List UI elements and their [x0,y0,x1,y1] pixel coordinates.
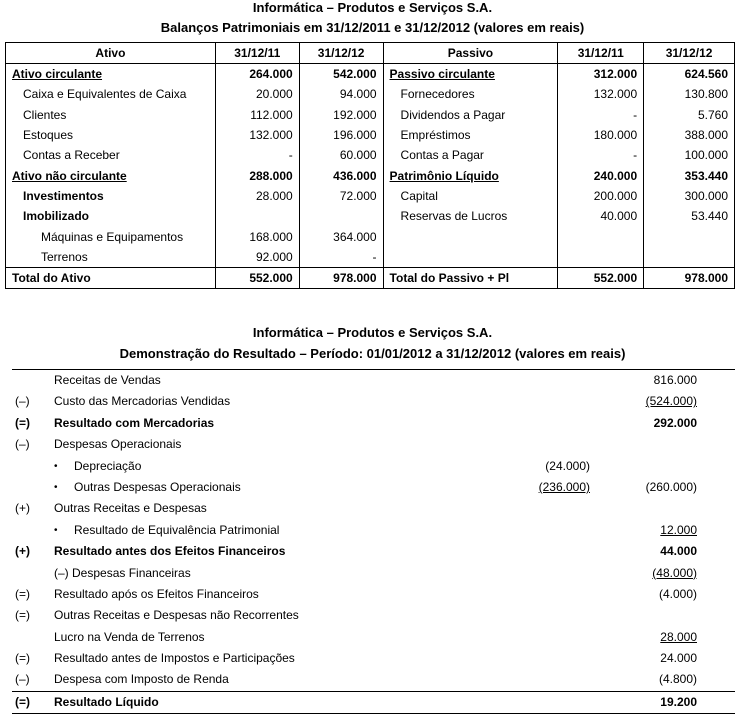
income-label: Resultado Líquido [54,694,159,709]
income-row [12,456,735,477]
income-row [12,691,735,714]
income-row [12,370,735,391]
ativo-value-2012: - [299,247,383,268]
income-label: Resultado antes dos Efeitos Financeiros [54,544,286,559]
income-total-value: (4.800) [658,672,697,687]
ativo-value-2011: 28.000 [215,186,299,206]
ativo-value-2012: 542.000 [299,64,383,85]
ativo-value-2012: 436.000 [299,165,383,185]
income-label: Outras Receitas e Despesas não Recorrentes [54,608,299,623]
income-label: Custo das Mercadorias Vendidas [54,394,231,409]
passivo-label: Contas a Pagar [383,145,558,165]
col-header-ativo: Ativo [6,43,216,64]
col-header-passivo-2012: 31/12/12 [644,43,735,64]
ativo-label: Imobilizado [6,206,216,226]
income-label: Lucro na Venda de Terrenos [54,629,205,644]
ativo-value-2012: 192.000 [299,105,383,125]
passivo-value-2012: 624.560 [644,64,735,85]
ativo-value-2011: 288.000 [215,165,299,185]
balance-sheet-title: Balanços Patrimoniais em 31/12/2011 e 31/12/2012 (valores em reais) [160,20,585,35]
bullet-icon: • [54,524,58,536]
bullet-icon: • [54,481,58,493]
income-row [12,498,735,519]
passivo-value-2011 [558,247,644,268]
operation-symbol: (=) [15,651,30,666]
passivo-value-2011: 200.000 [558,186,644,206]
balance-company-title: Informática – Produtos e Serviços S.A. [252,0,493,15]
ativo-value-2011: 132.000 [215,125,299,145]
operation-symbol: (=) [15,608,30,623]
passivo-value-2012 [644,226,735,246]
income-total-value: (4.000) [658,586,697,601]
income-row [12,391,735,412]
balance-row [6,247,735,268]
income-row [12,413,735,434]
operation-symbol: (=) [15,586,30,601]
passivo-value-2012: 53.440 [644,206,735,226]
income-total-value: 44.000 [660,544,697,559]
ativo-value-2011: - [215,145,299,165]
ativo-label: Estoques [6,125,216,145]
income-label: Resultado antes de Impostos e Participações [54,651,295,666]
bullet-icon: • [54,460,58,472]
income-statement [12,369,735,714]
operation-symbol: (–) [15,394,30,409]
income-label: Outras Receitas e Despesas [54,501,207,516]
passivo-value-2012: 353.440 [644,165,735,185]
passivo-value-2011: - [558,105,644,125]
income-total-value: (260.000) [645,479,697,494]
income-partial-value: (24.000) [545,458,590,473]
balance-row [6,145,735,165]
operation-symbol: (+) [15,501,30,516]
ativo-label: Investimentos [6,186,216,206]
balance-row [6,165,735,185]
ativo-label: Ativo circulante [6,64,216,85]
balance-row [6,186,735,206]
income-row [12,434,735,455]
total-ativo-2012: 978.000 [299,267,383,288]
col-header-ativo-2012: 31/12/12 [299,43,383,64]
passivo-label: Fornecedores [383,84,558,104]
income-row [12,541,735,562]
ativo-value-2011: 168.000 [215,226,299,246]
balance-row [6,206,735,226]
passivo-value-2012: 130.800 [644,84,735,104]
passivo-value-2012: 300.000 [644,186,735,206]
income-label: Receitas de Vendas [54,373,161,387]
balance-row [6,84,735,104]
passivo-label: Reservas de Lucros [383,206,558,226]
balance-row [6,125,735,145]
income-row [12,669,735,690]
passivo-value-2011: 180.000 [558,125,644,145]
income-label: Despesas Operacionais [54,437,182,452]
income-total-value: 28.000 [660,629,697,644]
passivo-label: Capital [383,186,558,206]
income-row [12,477,735,498]
passivo-value-2012: 100.000 [644,145,735,165]
passivo-label: Passivo circulante [383,64,558,85]
passivo-label [383,226,558,246]
total-passivo-2012: 978.000 [644,267,735,288]
income-label: Resultado de Equivalência Patrimonial [74,522,280,537]
passivo-value-2011: - [558,145,644,165]
passivo-label: Empréstimos [383,125,558,145]
passivo-label: Patrimônio Líquido [383,165,558,185]
passivo-value-2011 [558,226,644,246]
balance-header-row [6,43,735,64]
ativo-value-2012 [299,206,383,226]
balance-row [6,64,735,85]
ativo-value-2011: 112.000 [215,105,299,125]
ativo-value-2011: 92.000 [215,247,299,268]
income-label: (–) Despesas Financeiras [54,565,191,580]
ativo-value-2012: 94.000 [299,84,383,104]
income-label: Resultado após os Efeitos Financeiros [54,586,259,601]
income-row [12,605,735,626]
income-total-value: 19.200 [660,694,697,709]
ativo-label: Ativo não circulante [6,165,216,185]
total-passivo-label: Total do Passivo + Pl [383,267,558,288]
ativo-value-2011: 20.000 [215,84,299,104]
total-passivo-2011: 552.000 [558,267,644,288]
income-total-value: 816.000 [653,373,697,387]
income-row [12,563,735,584]
operation-symbol: (–) [15,672,30,687]
total-ativo-label: Total do Ativo [6,267,216,288]
balance-row [6,105,735,125]
ativo-value-2012: 364.000 [299,226,383,246]
income-label: Depreciação [74,458,142,473]
operation-symbol: (=) [15,694,30,709]
income-row [12,520,735,541]
col-header-passivo-2011: 31/12/11 [558,43,644,64]
operation-symbol: (=) [15,415,30,430]
passivo-value-2012: 5.760 [644,105,735,125]
income-label: Outras Despesas Operacionais [74,479,241,494]
passivo-value-2011: 132.000 [558,84,644,104]
balance-row [6,226,735,246]
col-header-ativo-2011: 31/12/11 [215,43,299,64]
income-label: Resultado com Mercadorias [54,415,215,430]
income-label: Despesa com Imposto de Renda [54,672,229,687]
income-statement-title: Demonstração do Resultado – Período: 01/01/2012 a 31/12/2012 (valores em reais) [119,346,626,361]
passivo-label: Dividendos a Pagar [383,105,558,125]
ativo-value-2012: 72.000 [299,186,383,206]
passivo-value-2011: 240.000 [558,165,644,185]
ativo-value-2012: 60.000 [299,145,383,165]
income-total-value: (48.000) [652,565,697,580]
income-row [12,627,735,648]
passivo-value-2012: 388.000 [644,125,735,145]
operation-symbol: (+) [15,544,30,559]
passivo-value-2012 [644,247,735,268]
total-ativo-2011: 552.000 [215,267,299,288]
ativo-label: Máquinas e Equipamentos [6,226,216,246]
income-total-value: (524.000) [645,394,697,409]
passivo-label [383,247,558,268]
income-total-value: 12.000 [660,522,697,537]
income-row [12,648,735,669]
ativo-label: Terrenos [6,247,216,268]
balance-sheet-table [5,42,735,289]
ativo-label: Clientes [6,105,216,125]
income-total-value: 24.000 [660,651,697,666]
income-row [12,584,735,605]
income-partial-value: (236.000) [538,479,590,494]
operation-symbol: (–) [15,437,30,452]
ativo-label: Contas a Receber [6,145,216,165]
income-total-value: 292.000 [653,415,697,430]
passivo-value-2011: 312.000 [558,64,644,85]
col-header-passivo: Passivo [383,43,558,64]
ativo-value-2011 [215,206,299,226]
income-company-title: Informática – Produtos e Serviços S.A. [252,325,493,340]
ativo-value-2012: 196.000 [299,125,383,145]
ativo-value-2011: 264.000 [215,64,299,85]
passivo-value-2011: 40.000 [558,206,644,226]
ativo-label: Caixa e Equivalentes de Caixa [6,84,216,104]
balance-total-row [6,267,735,288]
